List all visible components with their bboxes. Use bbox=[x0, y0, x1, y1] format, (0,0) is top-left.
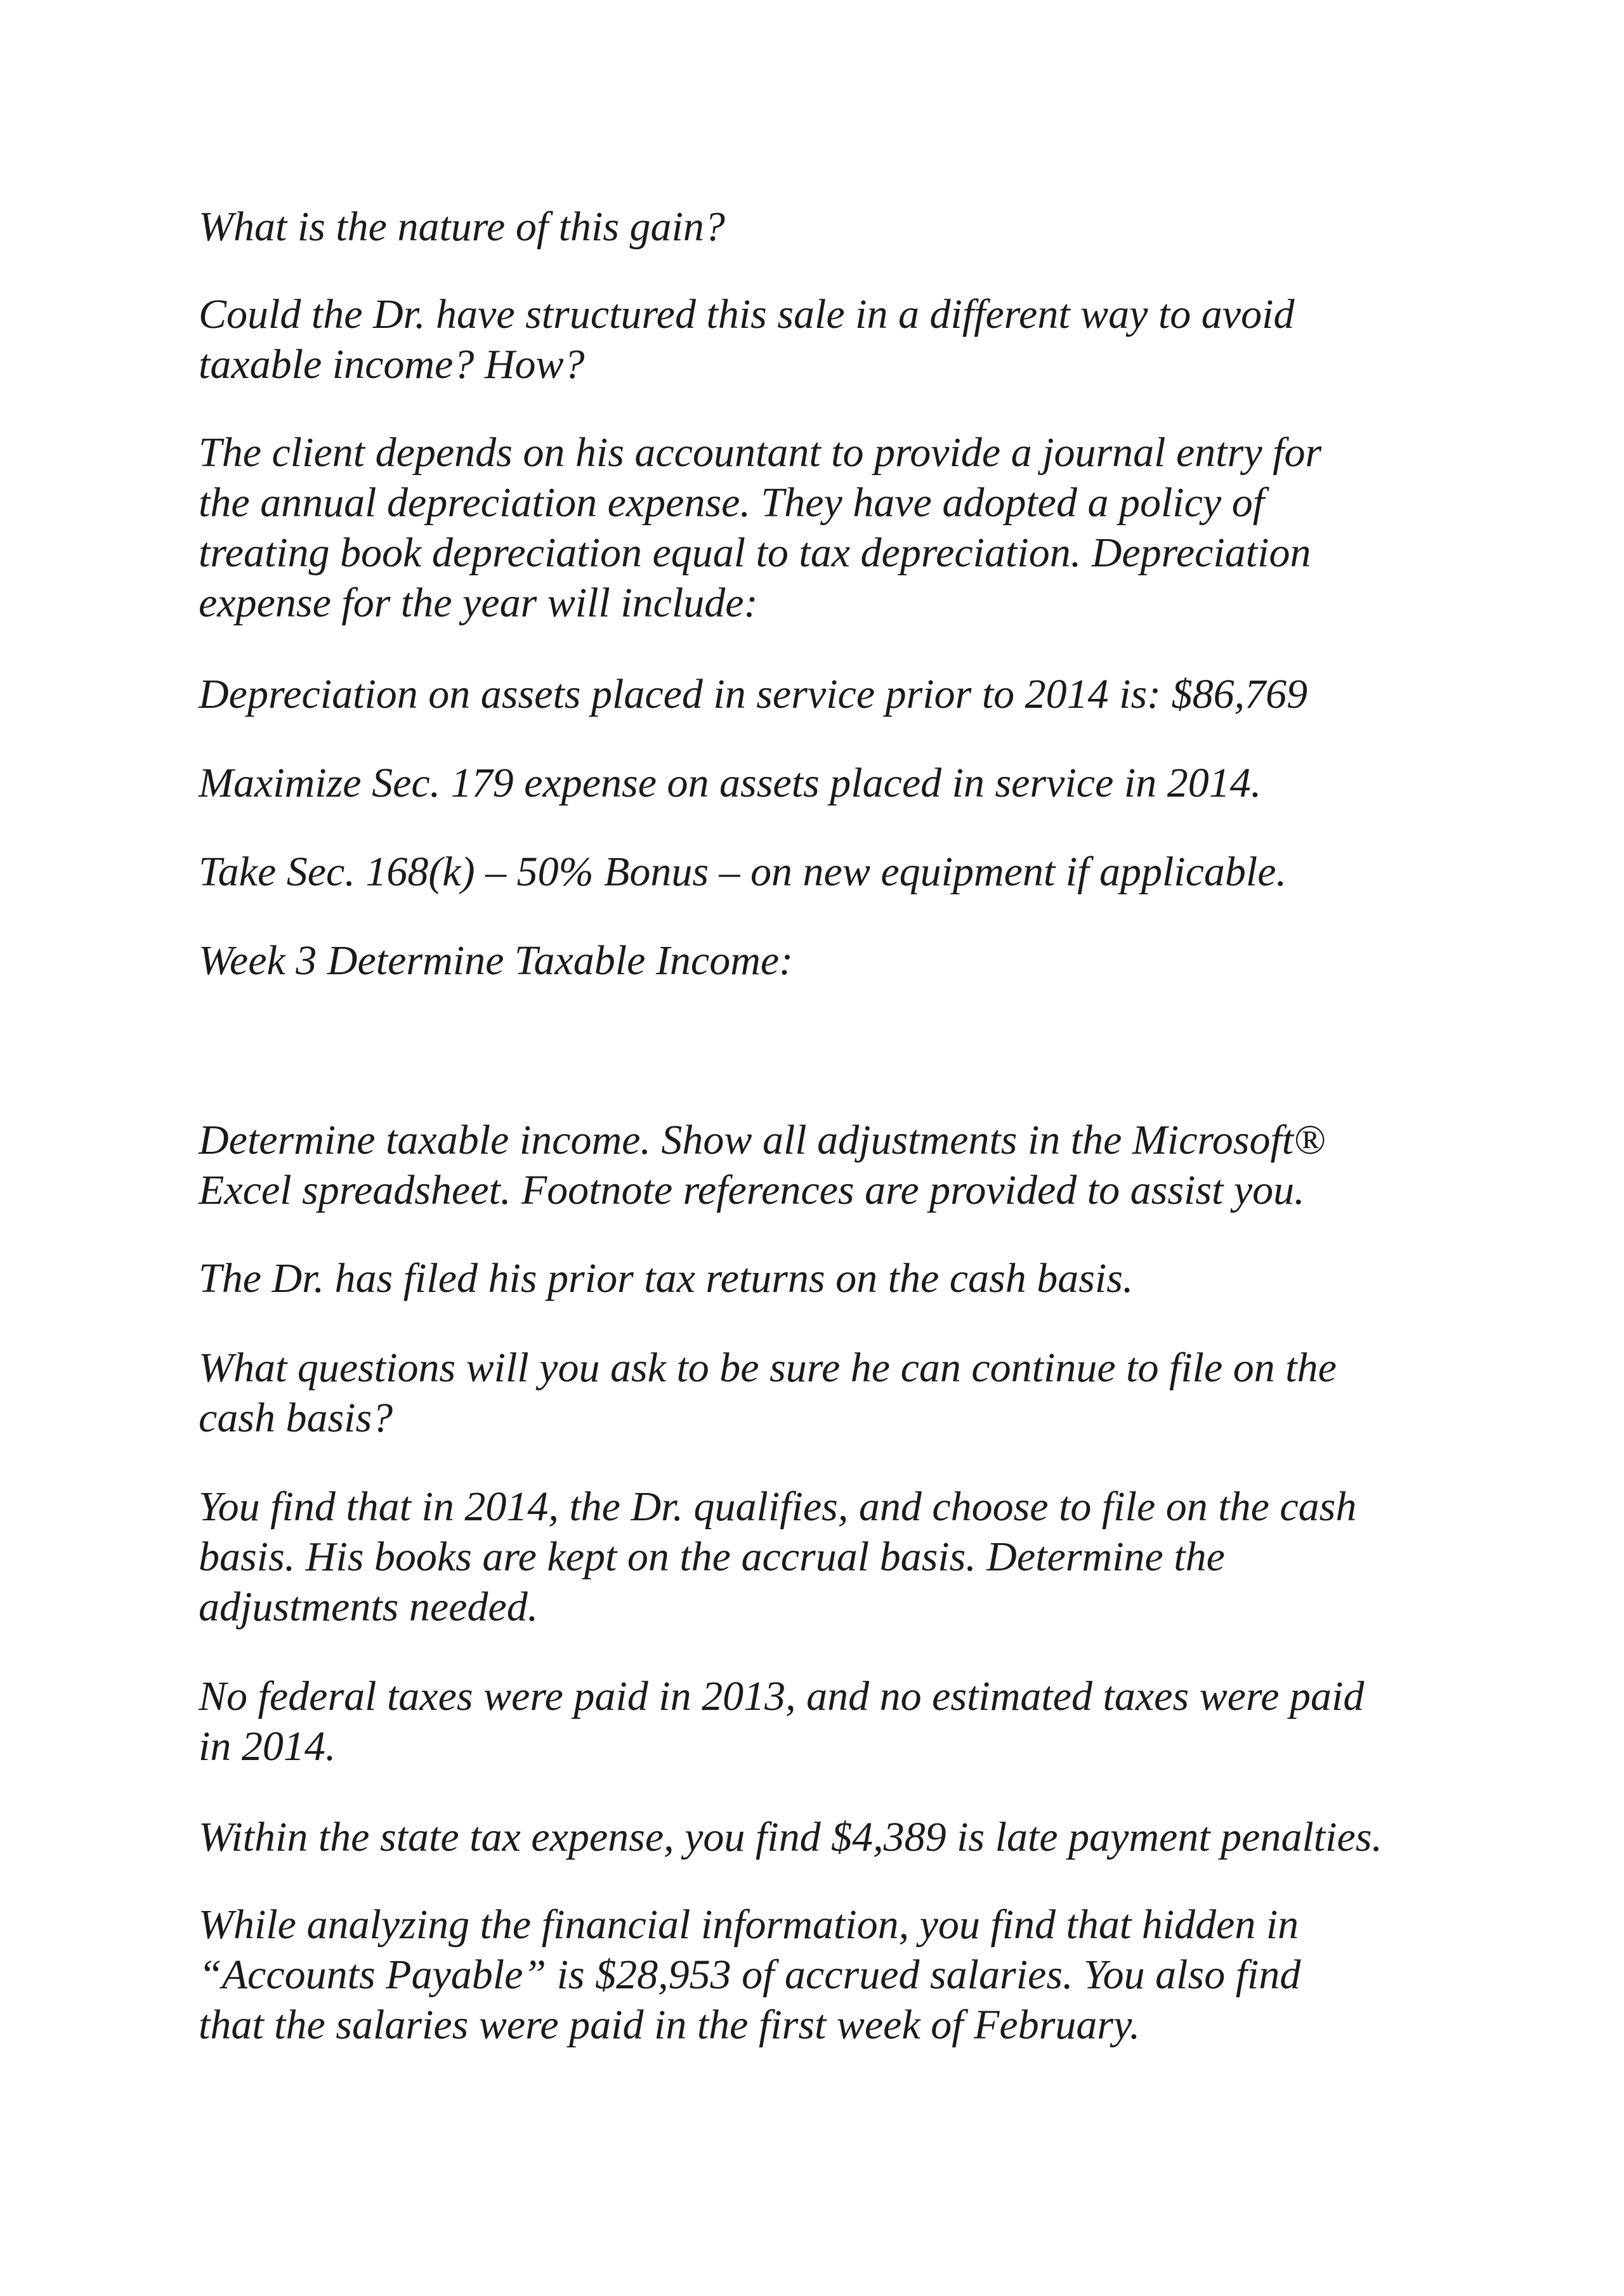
paragraph-accrued-salaries bbox=[199, 1900, 1480, 2050]
text-line: No federal taxes were paid in 2013, and no estimated taxes were paid bbox=[199, 1673, 1365, 1719]
text-line: taxable income? How? bbox=[199, 341, 585, 388]
text-line: adjustments needed. bbox=[199, 1584, 539, 1630]
paragraph-sec-179 bbox=[199, 758, 1480, 808]
paragraph-determine-taxable-income bbox=[199, 1115, 1480, 1215]
text-line: in 2014. bbox=[199, 1723, 336, 1770]
paragraph-depreciation-policy bbox=[199, 427, 1480, 628]
text-line: What questions will you ask to be sure he can continue to file on the bbox=[199, 1345, 1337, 1391]
paragraph-prior-depreciation bbox=[199, 669, 1480, 719]
text-line: Within the state tax expense, you find $4,389 is late payment penalties. bbox=[199, 1814, 1382, 1860]
paragraph-state-tax-penalties bbox=[199, 1812, 1480, 1862]
text-line: Could the Dr. have structured this sale in a different way to avoid bbox=[199, 291, 1295, 337]
text-line: cash basis? bbox=[199, 1395, 393, 1441]
text-line: The Dr. has filed his prior tax returns on the cash basis. bbox=[199, 1255, 1134, 1301]
text-line: Determine taxable income. Show all adjustments in the Microsoft® bbox=[199, 1117, 1326, 1163]
text-line: You find that in 2014, the Dr. qualifies, and choose to file on the cash bbox=[199, 1484, 1357, 1530]
paragraph-accrual-adjustments bbox=[199, 1482, 1480, 1632]
text-line: “Accounts Payable” is $28,953 of accrued salaries. You also find bbox=[199, 1952, 1301, 1998]
text-line: Maximize Sec. 179 expense on assets placed in service in 2014. bbox=[199, 760, 1262, 806]
paragraph-nature-of-gain bbox=[199, 202, 1480, 252]
paragraph-bonus-depreciation bbox=[199, 847, 1480, 897]
text-line: Week 3 Determine Taxable Income: bbox=[199, 937, 794, 984]
text-line: the annual depreciation expense. They have adopted a policy of bbox=[199, 479, 1265, 526]
paragraph-cash-basis-questions bbox=[199, 1343, 1480, 1443]
text-line: While analyzing the financial information, you find that hidden in bbox=[199, 1901, 1299, 1948]
text-line: expense for the year will include: bbox=[199, 580, 758, 626]
text-line: Excel spreadsheet. Footnote references are provided to assist you. bbox=[199, 1167, 1305, 1213]
text-line: treating book depreciation equal to tax depreciation. Depreciation bbox=[199, 530, 1311, 576]
text-line: What is the nature of this gain? bbox=[199, 204, 725, 250]
paragraph-week-3-heading bbox=[199, 936, 1480, 986]
text-line: basis. His books are kept on the accrual basis. Determine the bbox=[199, 1534, 1225, 1580]
text-line: that the salaries were paid in the first week of February. bbox=[199, 2002, 1141, 2048]
text-line: Depreciation on assets placed in service prior to 2014 is: $86,769 bbox=[199, 671, 1308, 717]
paragraph-cash-basis bbox=[199, 1253, 1480, 1303]
paragraph-federal-taxes bbox=[199, 1671, 1480, 1771]
text-line: The client depends on his accountant to provide a journal entry for bbox=[199, 429, 1322, 476]
text-line: Take Sec. 168(k) – 50% Bonus – on new equipment if applicable. bbox=[199, 849, 1287, 895]
paragraph-structure-question bbox=[199, 289, 1480, 389]
